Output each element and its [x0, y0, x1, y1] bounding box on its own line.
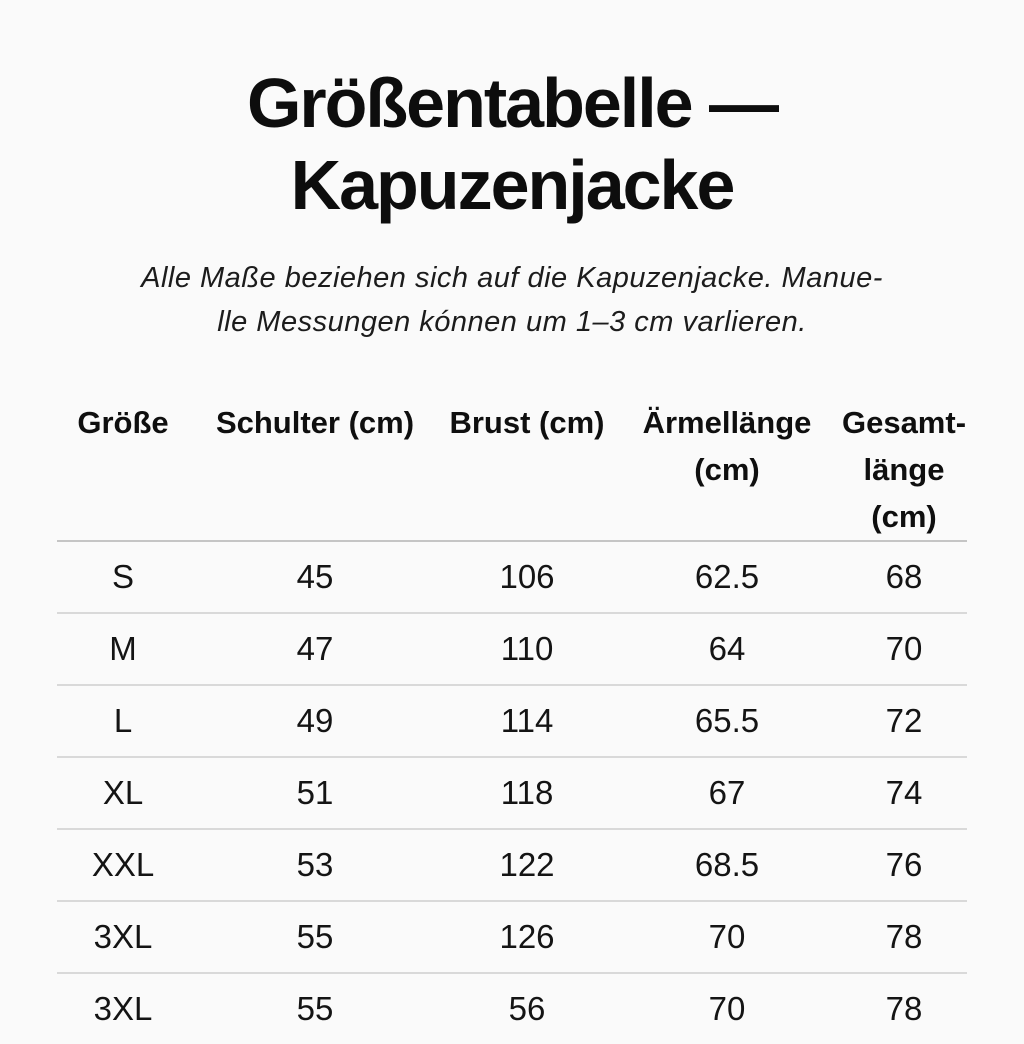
column-header-line: Brust (cm): [449, 405, 605, 440]
measurement-cell: 70: [613, 901, 841, 973]
column-header-brust: [441, 399, 613, 541]
column-header-line: (cm): [694, 452, 760, 487]
measurement-cell: 62.5: [613, 541, 841, 613]
table-row: [57, 613, 967, 685]
column-header-line: Größe: [77, 405, 169, 440]
measurement-cell: 55: [296, 990, 334, 1027]
measurement-cell: 45: [189, 541, 441, 613]
measurement-cell: 118: [441, 757, 613, 829]
measurement-cell: 126: [441, 901, 613, 973]
measurement-cell: 72: [841, 685, 967, 757]
size-label-cell: L: [57, 685, 189, 757]
measurement-cell: 70: [841, 613, 967, 685]
measurement-cell: 76: [841, 829, 967, 901]
column-header-line: länge: [863, 452, 945, 487]
table-row: [57, 973, 967, 1044]
measurement-cell: 49: [189, 685, 441, 757]
column-header-line: Schulter (cm): [215, 405, 415, 440]
column-header-schulter: [189, 399, 441, 541]
size-label-cell: XXL: [57, 829, 189, 901]
table-row: [57, 685, 967, 757]
measurement-note-line-2: lle Messungen kónnen um 1–3 cm varlieren.: [217, 306, 807, 338]
column-header-line: Ärmellänge: [642, 405, 812, 440]
size-label-cell: M: [57, 613, 189, 685]
measurement-cell: 65.5: [613, 685, 841, 757]
measurement-cell: 70: [708, 990, 746, 1027]
measurement-note: [57, 256, 967, 344]
page-title: [57, 62, 967, 226]
size-label-cell: S: [57, 541, 189, 613]
measurement-cell: 55: [189, 901, 441, 973]
measurement-cell: 68.5: [613, 829, 841, 901]
column-header-gesamtlaenge: [841, 399, 967, 541]
measurement-cell: 74: [841, 757, 967, 829]
table-row: [57, 829, 967, 901]
table-row: [57, 901, 967, 973]
table-row: [57, 541, 967, 613]
measurement-cell: 64: [613, 613, 841, 685]
measurement-cell: 56: [508, 990, 546, 1027]
page-title-line-1: Größentabelle —: [246, 64, 778, 142]
column-header-groesse: [57, 399, 189, 541]
measurement-cell: 78: [885, 990, 923, 1027]
size-chart-page: [57, 0, 967, 1044]
size-table-header-row: [57, 399, 967, 541]
size-label-cell: 3XL: [93, 990, 153, 1027]
measurement-cell: 51: [189, 757, 441, 829]
measurement-note-line-1: Alle Maße beziehen sich auf die Kapuzenjacke. Manue-: [141, 262, 883, 294]
measurement-cell: 78: [841, 901, 967, 973]
table-row: [57, 757, 967, 829]
measurement-cell: 67: [613, 757, 841, 829]
measurement-cell: 106: [441, 541, 613, 613]
column-header-line: Gesamt-: [841, 405, 967, 440]
page-title-line-2: Kapuzenjacke: [290, 146, 734, 224]
column-header-line: (cm): [871, 499, 937, 534]
measurement-cell: 110: [441, 613, 613, 685]
column-header-aermellaenge: [613, 399, 841, 541]
measurement-cell: 114: [441, 685, 613, 757]
size-table-body: [57, 541, 967, 1044]
measurement-cell: 68: [841, 541, 967, 613]
measurement-cell: 122: [441, 829, 613, 901]
size-table: [57, 399, 967, 1044]
size-label-cell: XL: [57, 757, 189, 829]
measurement-cell: 53: [189, 829, 441, 901]
measurement-cell: 47: [189, 613, 441, 685]
size-label-cell: 3XL: [57, 901, 189, 973]
